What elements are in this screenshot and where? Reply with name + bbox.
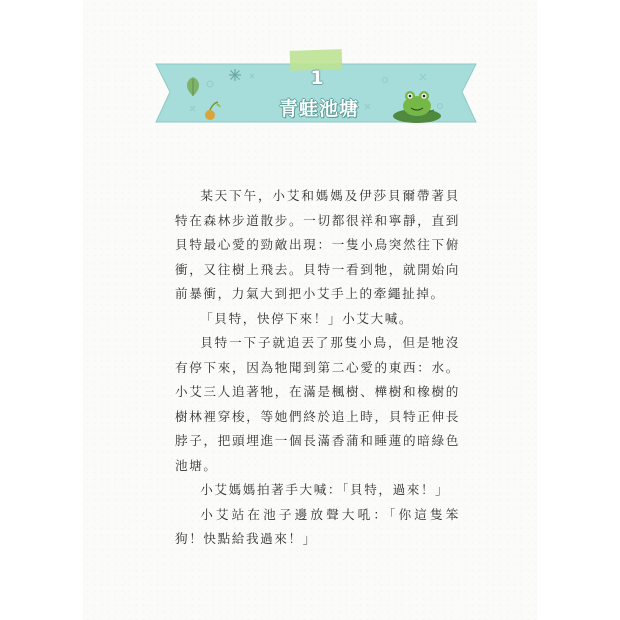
paragraph: 某天下午，小艾和媽媽及伊莎貝爾帶著貝特在森林步道散步。一切都很祥和寧靜，直到貝特最心愛的勁敵出現：一隻小鳥突然往下俯衝，又往樹上飛去。貝特一看到牠，就開始向前暴衝，力氣大到把小艾手上的牽繩扯掉。	[175, 188, 460, 301]
paragraph: 小艾站在池子邊放聲大吼：「你這隻笨狗！快點給我過來！」	[175, 506, 460, 546]
leaf-icon	[180, 74, 206, 100]
chapter-number: 1	[310, 67, 324, 89]
book-page	[84, 0, 536, 620]
chapter-title: 青蛙池塘	[278, 98, 359, 120]
snowflake-icon	[228, 68, 242, 82]
paragraph: 小艾媽媽拍著手大喊：「貝特，過來！」	[200, 482, 450, 497]
cherry-icon	[202, 100, 224, 122]
paragraph: 「貝特，快停下來！」小艾大喊。	[200, 310, 414, 326]
chapter-banner	[150, 44, 482, 128]
story-text	[175, 184, 460, 552]
paragraph: 貝特一下子就追丟了那隻小鳥，但是牠沒有停下來，因為牠聞到第二心愛的東西：水。小艾三人追著牠，在滿是楓樹、樺樹和橡樹的樹林裡穿梭，等她們終於追上時，貝特正伸長脖子，把頭埋進一個長滿香蒲和睡蓮的暗綠色池塘。	[175, 335, 460, 473]
